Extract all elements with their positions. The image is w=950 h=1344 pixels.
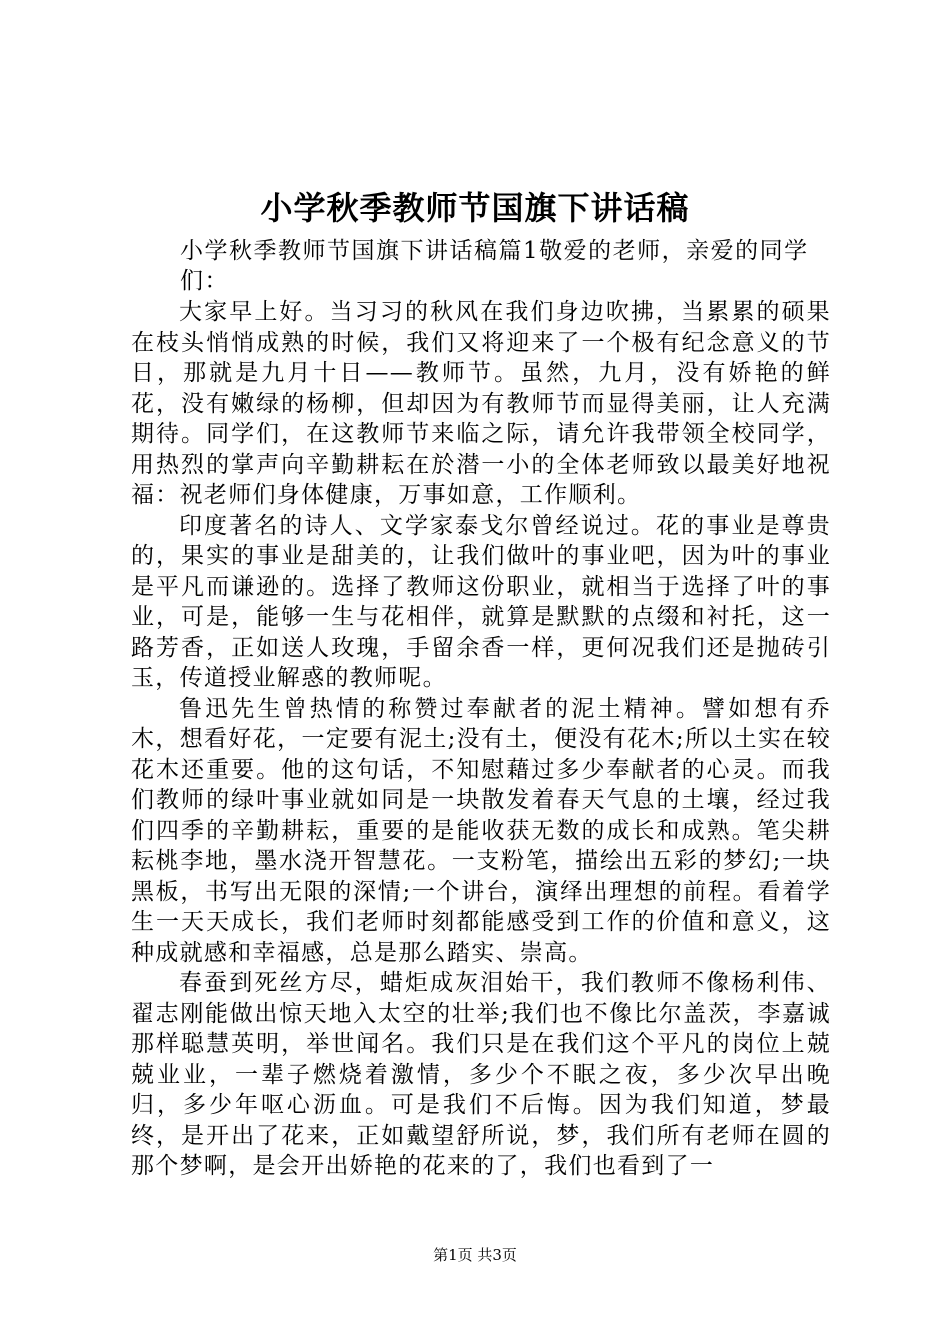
paragraph: 印度著名的诗人、文学家泰戈尔曾经说过。花的事业是尊贵的，果实的事业是甜美的，让我们做叶的事业吧，因为叶的事业是平凡而谦逊的。选择了教师这份职业，就相当于选择了叶的事业，可是，能够一生与花相伴，就算是默默的点缀和衬托，这一路芳香，正如送人玫瑰，手留余香一样，更何况我们还是抛砖引玉，传道授业解惑的教师呢。: [131, 512, 831, 691]
paragraph: 鲁迅先生曾热情的称赞过奉献者的泥土精神。譬如想有乔木，想看好花，一定要有泥土;没有土，便没有花木;所以土实在较花木还重要。他的这句话，不知慰藉过多少奉献者的心灵。而我们教师的绿叶事业就如同是一块散发着春天气息的土壤，经过我们四季的辛勤耕耘，重要的是能收获无数的成长和成熟。笔尖耕耘桃李地，墨水浇开智慧花。一支粉笔，描绘出五彩的梦幻;一块黑板，书写出无限的深情;一个讲台，演绎出理想的前程。看着学生一天天成长，我们老师时刻都能感受到工作的价值和意义，这种成就感和幸福感，总是那么踏实、崇高。: [131, 695, 831, 966]
document-body: [131, 297, 831, 1182]
page-number-footer: 第1页 共3页: [433, 1246, 517, 1264]
paragraph: 大家早上好。当习习的秋风在我们身边吹拂，当累累的硕果在枝头悄悄成熟的时候，我们又将迎来了一个极有纪念意义的节日，那就是九月十日——教师节。虽然，九月，没有娇艳的鲜花，没有嫩绿的杨柳，但却因为有教师节而显得美丽，让人充满期待。同学们，在这教师节来临之际，请允许我带领全校同学，用热烈的掌声向辛勤耕耘在於潜一小的全体老师致以最美好地祝福：祝老师们身体健康，万事如意，工作顺利。: [131, 299, 831, 508]
document-intro: 小学秋季教师节国旗下讲话稿篇1敬爱的老师，亲爱的同学们：: [180, 238, 809, 294]
document-title: 小学秋季教师节国旗下讲话稿: [260, 189, 690, 227]
paragraph: 春蚕到死丝方尽，蜡炬成灰泪始干，我们教师不像杨利伟、翟志刚能做出惊天地入太空的壮举;我们也不像比尔盖茨，李嘉诚那样聪慧英明，举世闻名。我们只是在我们这个平凡的岗位上兢兢业业，一辈子燃烧着激情，多少个不眠之夜，多少次早出晚归，多少年呕心沥血。可是我们不后悔。因为我们知道，梦最终，是开出了花来，正如戴望舒所说，梦，我们所有老师在圆的那个梦啊，是会开出娇艳的花来的了，我们也看到了一: [131, 970, 831, 1179]
